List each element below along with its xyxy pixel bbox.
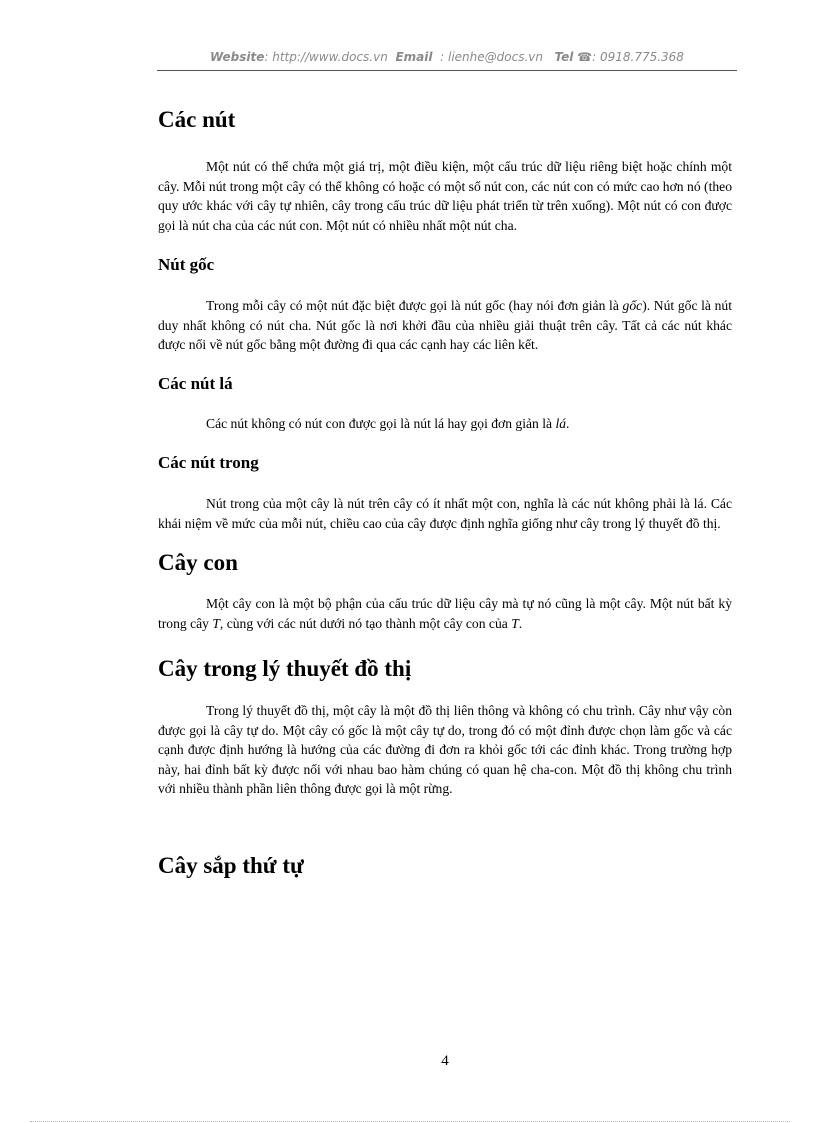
tel-label: Tel (554, 50, 574, 64)
website-value: : http://www.docs.vn (264, 50, 388, 64)
heading-cac-nut-la: Các nút lá (158, 373, 233, 393)
document-body (158, 100, 732, 880)
phone-icon: ☎ (577, 50, 593, 64)
email-label: Email (395, 50, 433, 64)
heading-cac-nut: Các nút (158, 107, 236, 132)
heading-nut-goc: Nút gốc (158, 255, 215, 274)
paragraph-cac-nut: Một nút có thể chứa một giá trị, một điều kiện, một cấu trúc dữ liệu riêng biệt hoặc chính một cây. Mỗi nút trong một cây có thể không có hoặc có một số nút con, các nút con có mức cao hơn nó (theo quy ước khác với cây tự nhiên, cây trong cấu trúc dữ liệu phát triển từ trên xuống). Một nút có con được gọi là nút cha của các nút con. Một nút có nhiều nhất một nút cha. (158, 159, 732, 233)
email-value: : lienhe@docs.vn (440, 50, 543, 64)
heading-cay-con: Cây con (158, 550, 238, 575)
page-number: 4 (441, 1053, 449, 1069)
paragraph-cac-nut-trong: Nút trong của một cây là nút trên cây có ít nhất một con, nghĩa là các nút không phải là lá. Các khái niệm về mức của mỗi nút, chiều cao của cây được định nghĩa giống như cây trong lý thuyết đồ thị. (158, 496, 732, 531)
page-header (157, 50, 737, 70)
paragraph-nut-goc: Trong mỗi cây có một nút đặc biệt được gọi là nút gốc (hay nói đơn giản là gốc). Nút gốc là nút duy nhất không có nút cha. Nút gốc là nơi khởi đầu của nhiều giải thuật trên cây. Tất cả các nút khác được nối về nút gốc bằng một đường đi qua các cạnh hay các liên kết. (158, 298, 733, 352)
heading-cay-sap-thu-tu: Cây sắp thứ tự (158, 852, 304, 878)
heading-cay-ly-thuyet: Cây trong lý thuyết đồ thị (158, 656, 412, 681)
paragraph-cac-nut-la: Các nút không có nút con được gọi là nút lá hay gọi đơn giản là lá. (206, 415, 570, 431)
website-label: Website (210, 50, 265, 64)
paragraph-cay-ly-thuyet: Trong lý thuyết đồ thị, một cây là một đồ thị liên thông và không có chu trình. Cây như vậy còn được gọi là cây tự do. Một cây có gốc là một cây tự do, trong đó có một đỉnh được chọn làm gốc và các cạnh được định hướng là hướng của các đường đi đơn ra khỏi gốc tới các đỉnh khác. Trong trường hợp này, hai đỉnh bất kỳ được nối với nhau bao hàm chúng có quan hệ cha-con. Một đồ thị không chu trình với nhiều thành phần liên thông được gọi là một rừng. (158, 703, 732, 796)
page-bottom-divider (30, 1121, 790, 1122)
tel-value: : 0918.775.368 (592, 50, 684, 64)
heading-cac-nut-trong: Các nút trong (158, 453, 259, 472)
header-divider (157, 70, 737, 71)
paragraph-cay-con: Một cây con là một bộ phận của cấu trúc dữ liệu cây mà tự nó cũng là một cây. Một nút bất kỳ trong cây T, cùng với các nút dưới nó tạo thành một cây con của T. (158, 596, 732, 631)
